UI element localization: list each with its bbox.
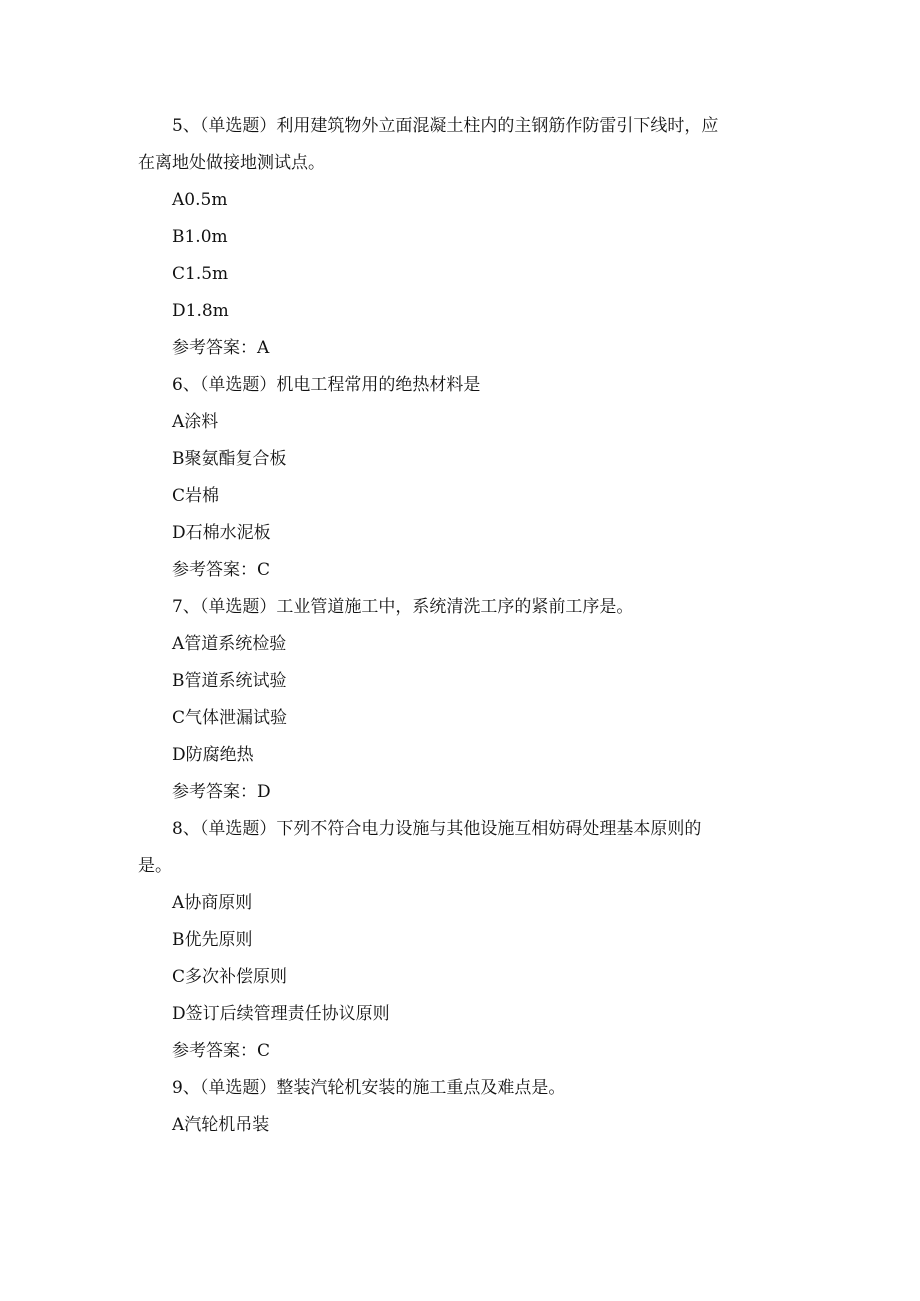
question-7-answer: 参考答案：D [172,782,271,802]
question-6-option-b: B聚氨酯复合板 [172,449,287,469]
question-6-option-a: A涂料 [172,412,219,432]
question-7-text: 7、（单选题）工业管道施工中，系统清洗工序的紧前工序是。 [172,597,634,617]
question-8-text: 8、（单选题）下列不符合电力设施与其他设施互相妨碍处理基本原则的 [172,819,702,839]
question-5-option-a: A0.5m [172,190,228,210]
question-7-option-b: B管道系统试验 [172,671,287,691]
question-5-text-cont: 在离地处做接地测试点。 [138,153,325,173]
question-5-option-c: C1.5m [172,264,229,284]
question-5-option-d: D1.8m [172,301,229,321]
question-5-answer: 参考答案：A [172,338,270,358]
question-8-option-a: A协商原则 [172,893,253,913]
question-6-option-d: D石棉水泥板 [172,523,271,543]
question-7-option-a: A管道系统检验 [172,634,287,654]
question-6-option-c: C岩棉 [172,486,220,506]
question-8-option-c: C多次补偿原则 [172,967,288,987]
question-5-text: 5、（单选题）利用建筑物外立面混凝土柱内的主钢筋作防雷引下线时，应 [172,116,719,136]
question-9-option-a: A汽轮机吊装 [172,1115,270,1135]
question-8-answer: 参考答案：C [172,1041,271,1061]
question-8-option-d: D签订后续管理责任协议原则 [172,1004,390,1024]
question-5-option-b: B1.0m [172,227,228,247]
question-9-text: 9、（单选题）整装汽轮机安装的施工重点及难点是。 [172,1078,566,1098]
question-7-option-d: D防腐绝热 [172,745,254,765]
question-6-text: 6、（单选题）机电工程常用的绝热材料是 [172,375,481,395]
question-8-option-b: B优先原则 [172,930,253,950]
question-7-option-c: C气体泄漏试验 [172,708,288,728]
question-6-answer: 参考答案：C [172,560,271,580]
question-8-text-cont: 是。 [138,856,172,876]
